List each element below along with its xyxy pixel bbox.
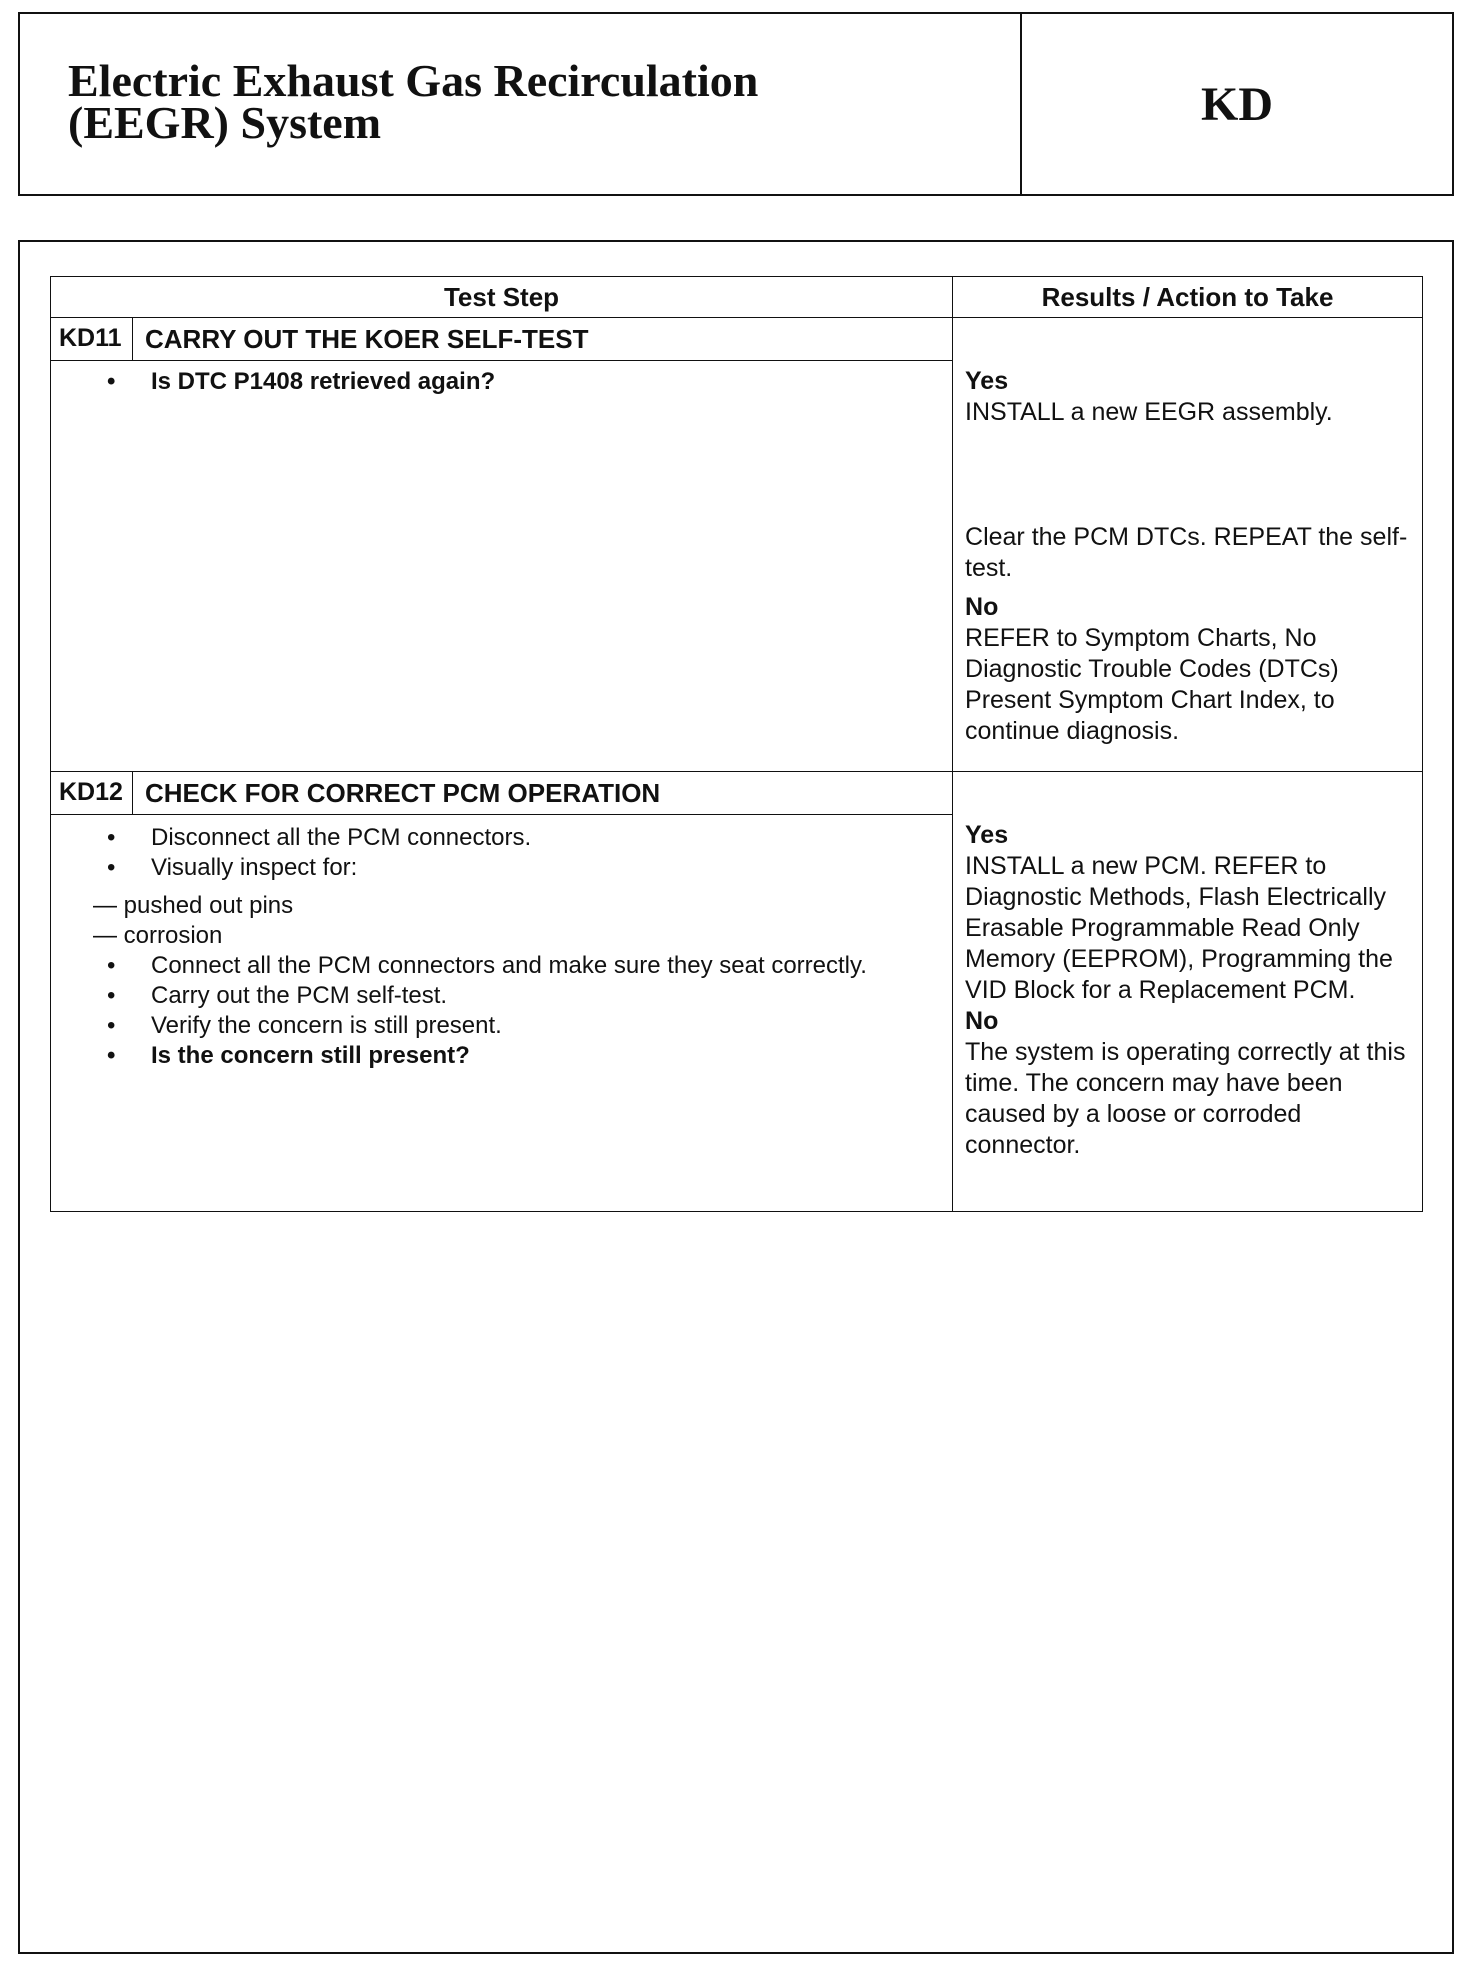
list-item: • Is DTC P1408 retrieved again? [151,367,952,397]
list-item: • Disconnect all the PCM connectors. [151,823,952,853]
test-step-table [50,276,1423,1212]
no-text: The system is operating correctly at this time. The concern may have been caused by a loose or corroded connector. [965,1038,1406,1159]
no-text: REFER to Symptom Charts, No Diagnostic Trouble Codes (DTCs) Present Symptom Chart Index, to continue diagnosis. [965,624,1339,745]
step-id: KD12 [51,772,133,815]
no-label: No [965,593,999,621]
list-item: • Is the concern still present? [151,1041,892,1071]
step-bullets-cont [51,951,952,1071]
yes-label: Yes [965,367,1009,395]
yes-text-2: Clear the PCM DTCs. REPEAT the self-test. [965,523,1408,582]
yes-text: INSTALL a new EEGR assembly. [965,398,1333,426]
header-results: Results / Action to Take [953,277,1423,318]
title-line-1: Electric Exhaust Gas Recirculation [68,55,759,106]
list-item: • Verify the concern is still present. [151,1011,892,1041]
section-code: KD [1201,77,1273,131]
step-body [51,361,953,772]
list-item: • Connect all the PCM connectors and make sure they seat correctly. [151,951,892,981]
list-item: • Visually inspect for: [151,853,952,883]
list-item: — pushed out pins [93,892,294,919]
yes-label: Yes [965,821,1009,849]
no-label: No [965,1007,999,1035]
step-title-row [51,318,1423,361]
step-id: KD11 [51,318,133,361]
step-title: CARRY OUT THE KOER SELF-TEST [133,318,953,361]
step-bullets [51,367,952,397]
result-cell [953,772,1423,1212]
inspect-sub-list [51,891,952,951]
list-item: • Carry out the PCM self-test. [151,981,892,1011]
result-cell [953,318,1423,772]
step-title-row [51,772,1423,815]
list-item: — corrosion [93,922,223,949]
table-header-row [51,277,1423,318]
header-box [18,12,1454,196]
page-title [20,14,1022,194]
step-bullets [51,823,952,883]
yes-text: INSTALL a new PCM. REFER to Diagnostic Methods, Flash Electrically Erasable Programmable Read Only Memory (EEPROM), Programming the VID Block for a Replacement PCM. [965,852,1393,1004]
step-body [51,815,953,1212]
header-test-step: Test Step [51,277,953,318]
title-line-2: (EEGR) System [68,97,382,148]
step-title: CHECK FOR CORRECT PCM OPERATION [133,772,953,815]
